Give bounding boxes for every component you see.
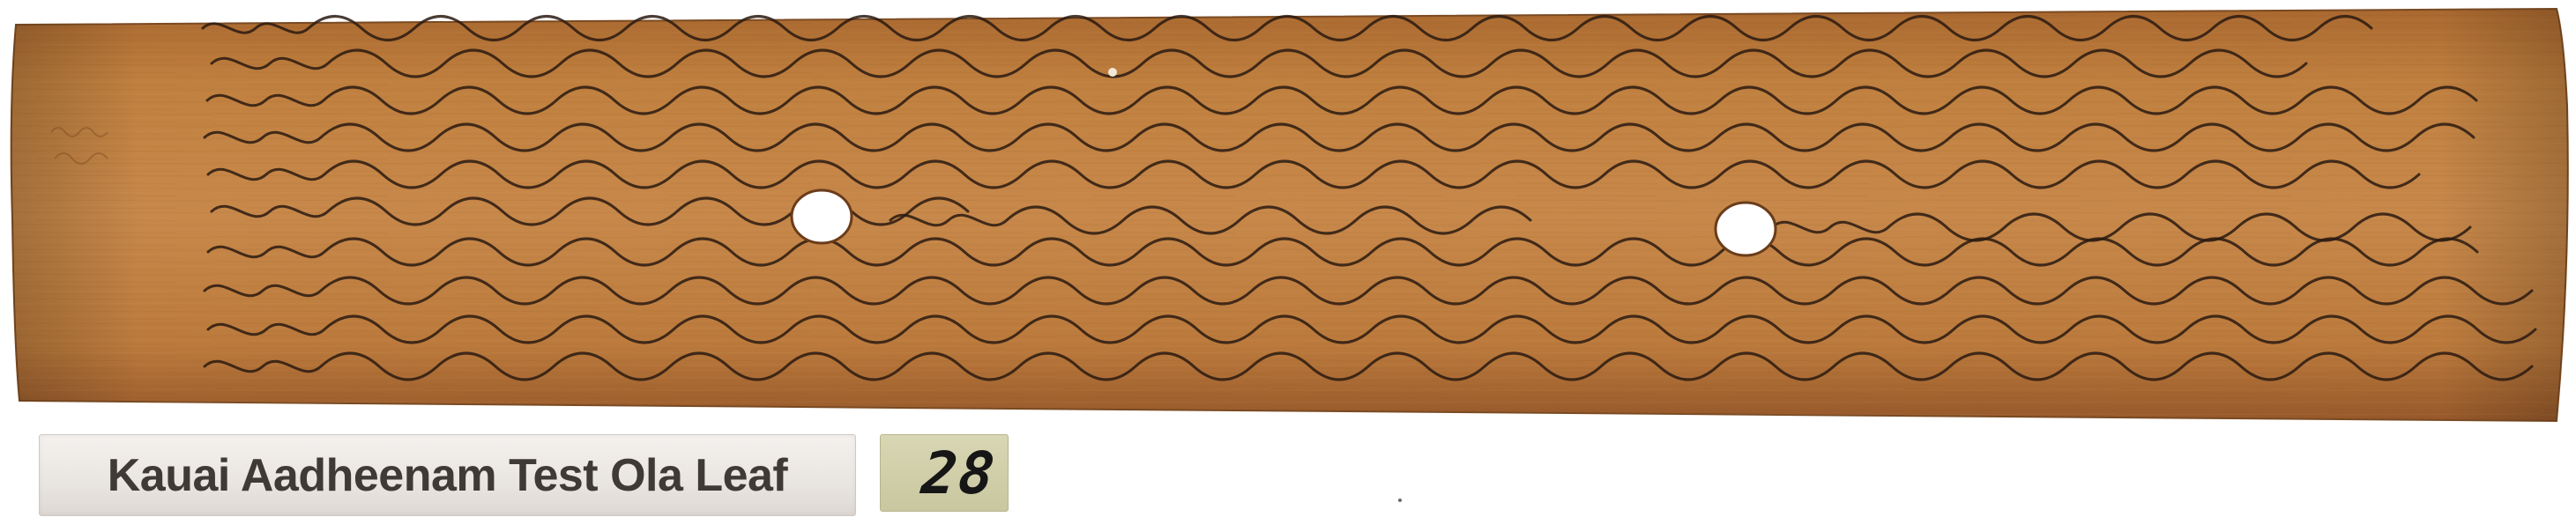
pinhole (1108, 68, 1117, 77)
string-hole-left (792, 190, 852, 243)
string-hole-right (1716, 203, 1776, 255)
folio-number: 28 (918, 439, 1000, 507)
folio-number-tag (880, 434, 1009, 512)
dust-speck (1398, 499, 1402, 502)
collection-label-text: Kauai Aadheenam Test Ola Leaf (107, 449, 788, 501)
collection-label (39, 434, 856, 516)
